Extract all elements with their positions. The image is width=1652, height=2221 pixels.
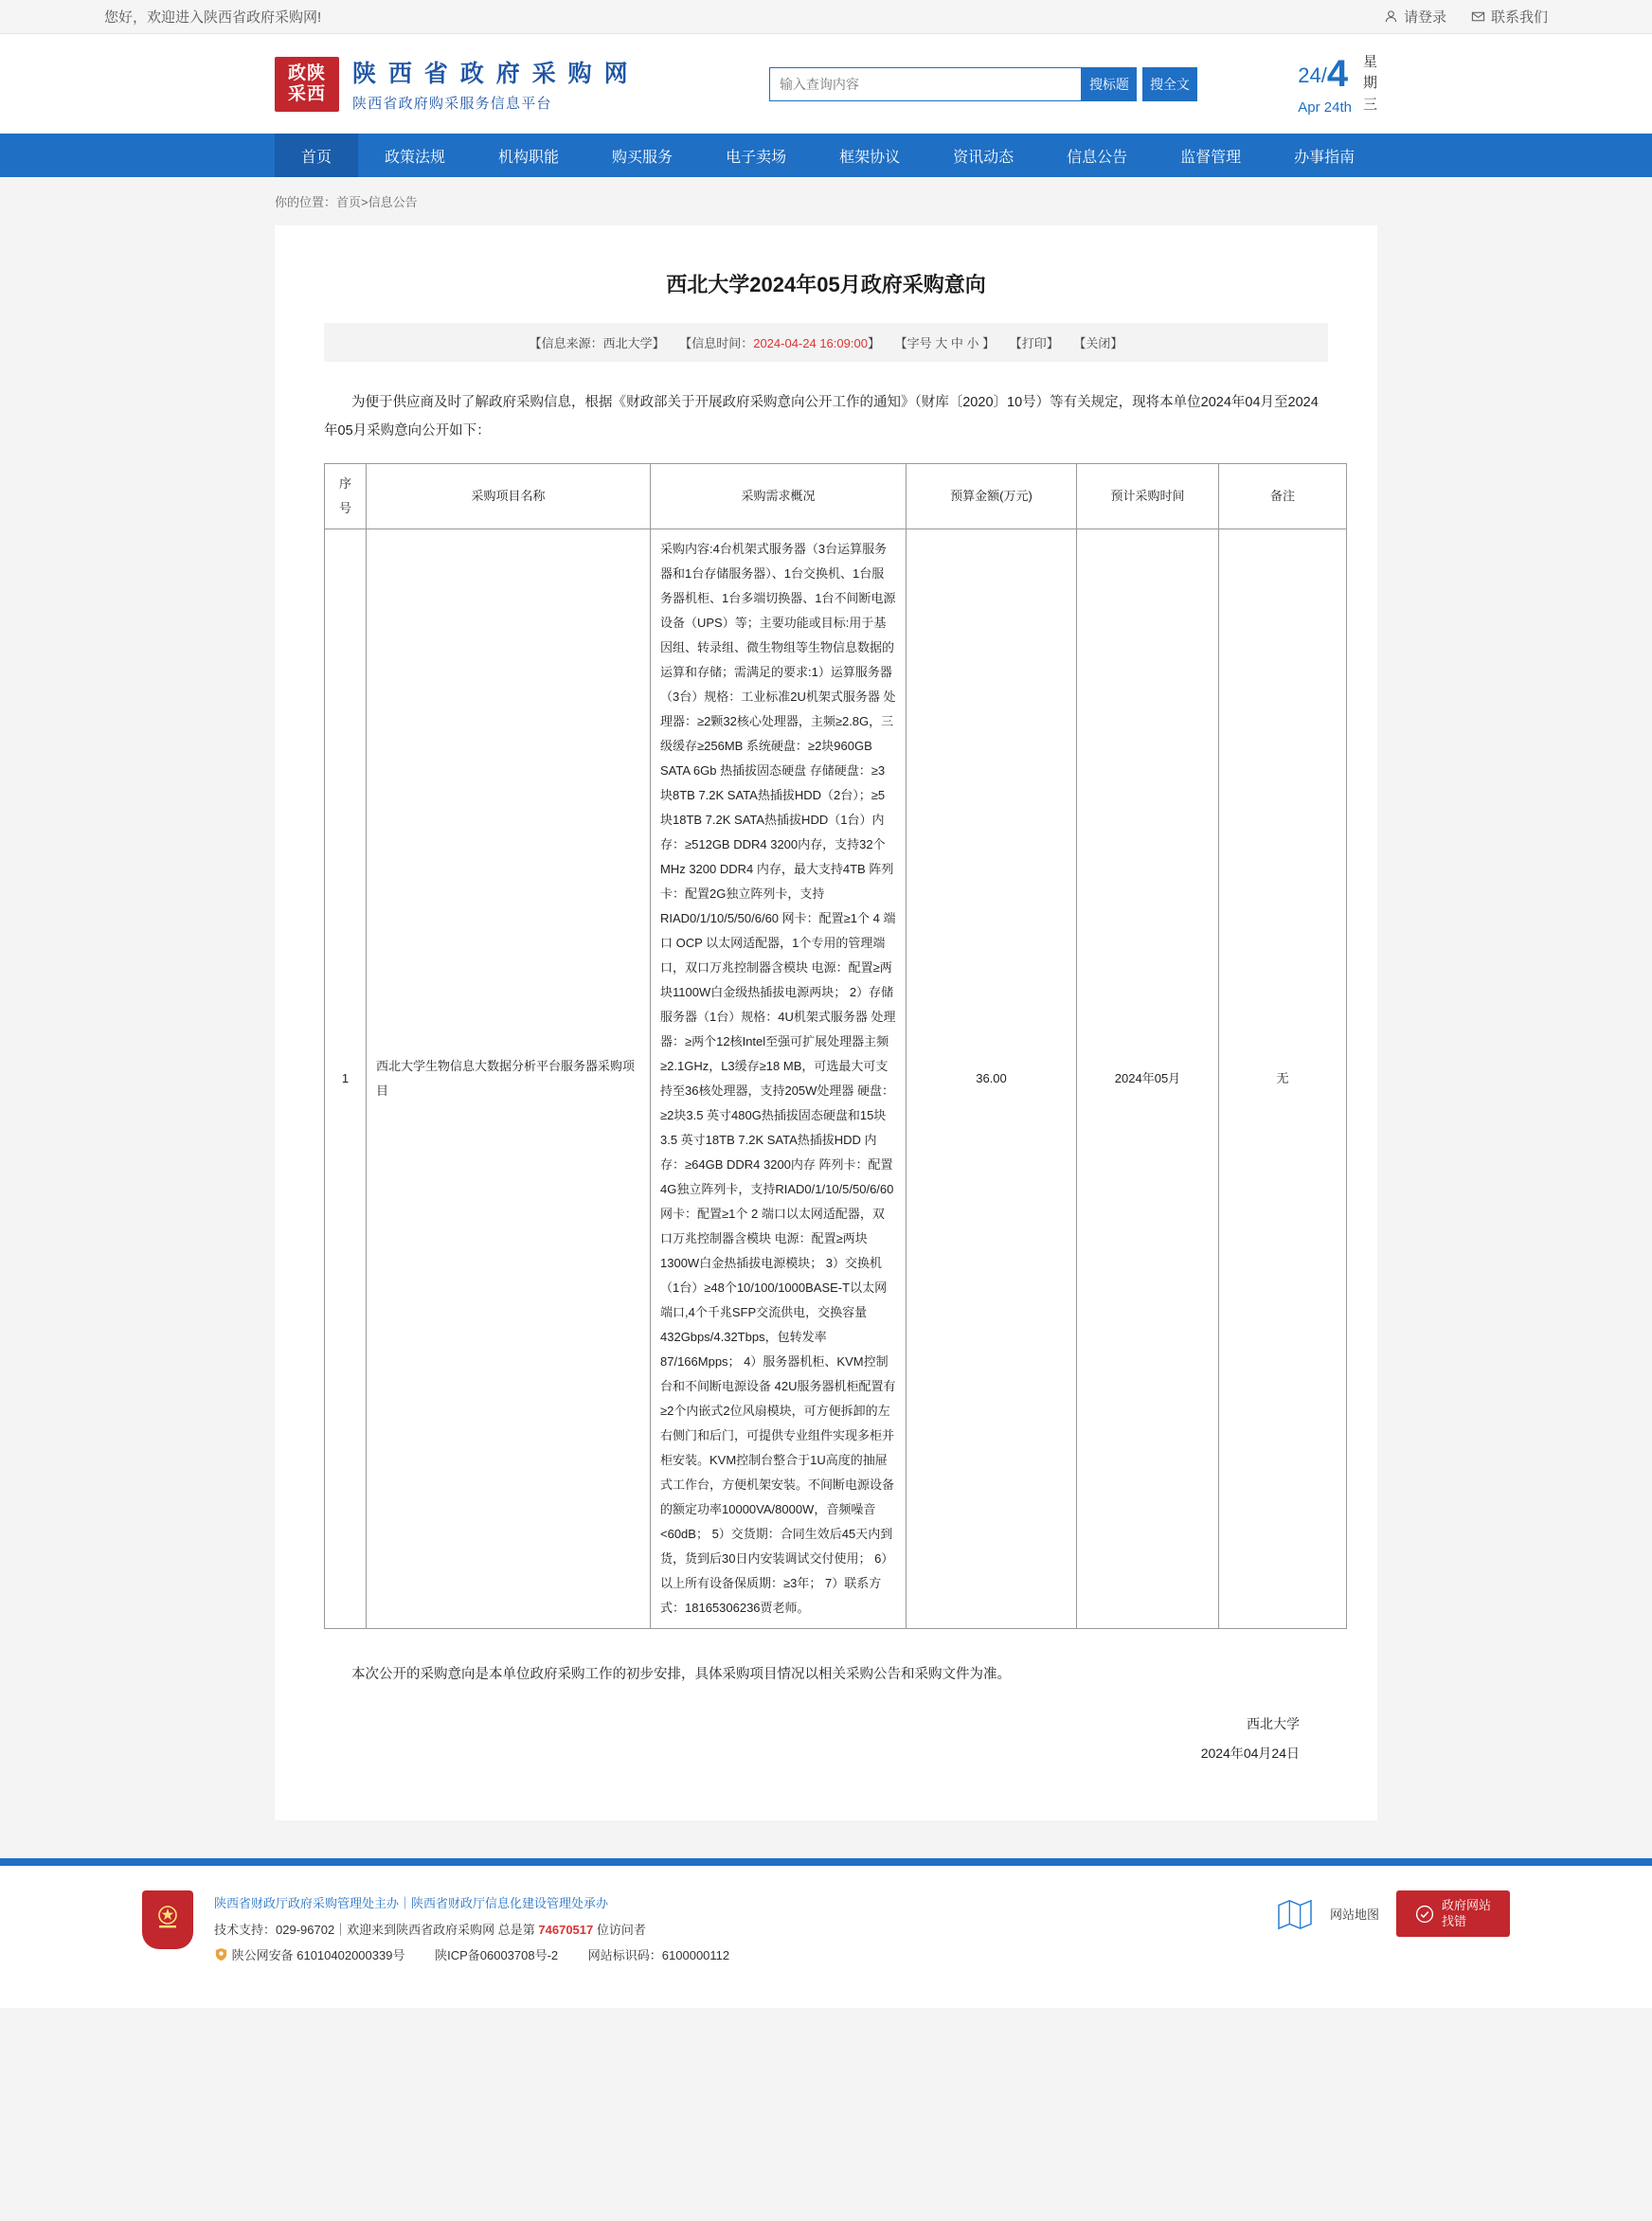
top-utility-bar — [0, 0, 1652, 34]
contact-link[interactable] — [1471, 7, 1548, 27]
meta-time-value: 2024-04-24 16:09:00 — [753, 336, 868, 350]
article-meta-bar — [324, 323, 1328, 362]
nav-item-purchase-service[interactable]: 购买服务 — [612, 149, 673, 166]
site-logo[interactable] — [275, 57, 339, 112]
logo-line-1: 政陕 — [287, 63, 326, 83]
article-intro: 为便于供应商及时了解政府采购信息，根据《财政部关于开展政府采购意向公开工作的通知》（财库〔2020〕10号）等有关规定，现将本单位2024年04月至2024年05月采购意向公开如下： — [324, 395, 1319, 439]
brand-text — [352, 55, 631, 113]
search-title-button[interactable]: 搜标题 — [1082, 67, 1137, 101]
nav-item-announcements[interactable]: 信息公告 — [1067, 149, 1128, 166]
date-day: 24 — [1298, 63, 1321, 87]
close-button[interactable]: 【关闭】 — [1073, 336, 1123, 350]
breadcrumb-home[interactable]: 首页 — [336, 195, 362, 209]
footer-icp[interactable]: 陕ICP备06003708号-2 — [435, 1948, 559, 1963]
footer-org-b: 陕西省财政厅信息化建设管理处承办 — [411, 1896, 609, 1911]
footer-line-2 — [214, 1917, 729, 1943]
meta-time-close: 】 — [867, 336, 880, 350]
page-title: 西北大学2024年05月政府采购意向 — [666, 273, 986, 296]
signature-org: 西北大学 — [1247, 1715, 1300, 1731]
user-icon — [1384, 9, 1398, 24]
nav-item-functions[interactable]: 机构职能 — [498, 149, 560, 166]
nav-item-framework[interactable]: 框架协议 — [839, 149, 901, 166]
date-month: 4 — [1326, 52, 1349, 95]
th-requirement: 采购需求概况 — [651, 463, 907, 528]
cell-budget: 36.00 — [907, 528, 1077, 1628]
breadcrumb-current[interactable]: 信息公告 — [368, 195, 418, 209]
contact-label: 联系我们 — [1490, 9, 1548, 26]
logo-line-2: 采西 — [287, 83, 326, 104]
cell-note: 无 — [1219, 528, 1347, 1628]
date-english: Apr 24th — [1298, 99, 1352, 116]
footer-sep: ｜ — [399, 1896, 412, 1911]
sitemap-label[interactable]: 网站地图 — [1329, 1908, 1379, 1923]
footer-line-1 — [214, 1890, 729, 1916]
signature-date: 2024年04月24日 — [1200, 1745, 1300, 1761]
meta-source: 【信息来源：西北大学】 — [529, 336, 665, 350]
mail-icon — [1471, 9, 1485, 24]
breadcrumb — [0, 177, 1652, 225]
th-budget: 预算金额(万元) — [907, 463, 1077, 528]
cell-seq: 1 — [325, 528, 367, 1628]
search-fulltext-button[interactable]: 搜全文 — [1142, 67, 1197, 101]
brand-block[interactable] — [275, 55, 631, 113]
nav-item-supervision[interactable]: 监督管理 — [1180, 149, 1242, 166]
site-footer — [0, 1866, 1652, 2008]
th-note: 备注 — [1219, 463, 1347, 528]
cell-requirement: 采购内容:4台机架式服务器（3台运算服务器和1台存储服务器）、1台交换机、1台服务器机柜、1台多端切换器、1台不间断电源设备（UPS）等；主要功能或目标:用于基因组、转录组、微生物组等生物信息数据的运算和存储；需满足的要求:1）运算服务器（3台）规格：工业标准2U机架式服务器 处理器：≥2颗32核心处理器，主频≥2.8G，三级缓存≥256MB 系统硬盘：≥2块960GB SATA 6Gb 热插拔固态硬盘 存储硬盘：≥3块8TB 7.2K SATA热插拔HDD（2台）；≥5块18TB 7.2K SATA热插拔HDD（1台）内存：≥512GB DDR4 3200内存，支持32个MHz 3200 DDR4 内存，最大支持4TB 阵列卡：配置2G独立阵列卡，支持RIAD0/1/10/5/50/6/60 网卡：配置≥1个 4 端口 OCP 以太网适配器，1个专用的管理端口，双口万兆控制器含模块 电源：配置≥两块1100W白金级热插拔电源两块； 2）存储服务器（1台）规格：4U机架式服务器 处理器：≥两个12核Intel至强可扩展处理器主频≥2.1GHz，L3缓存≥18 MB，可选最大可支持至36核处理器，支持205W处理器 硬盘：≥2块3.5 英寸480G热插拔固态硬盘和15块3.5 英寸18TB 7.2K SATA热插拔HDD 内存：≥64GB DDR4 3200内存 阵列卡：配置4G独立阵列卡，支持RIAD0/1/10/5/50/6/60 网卡：配置≥1个 2 端口以太网适配器，双口万兆控制器含模块 电源：配置≥两块1300W白金热插拔电源模块； 3）交换机（1台）≥48个10/100/1000BASE-T以太网端口,4个千兆SFP交流供电，交换容量432Gbps/4.32Tbps，包转发率87/166Mpps； 4）服务器机柜、KVM控制台和不间断电源设备 42U服务器机柜配置有≥2个内嵌式2位风扇模块，可方便拆卸的左右侧门和后门，可提供专业组件实现多柜并柜安装。KVM控制台整合于1U高度的抽屉式工作台，方便机架安装。不间断电源设备的额定功率10000VA/8000W，音频噪音<60dB； 5）交货期：合同生效后45天内到货，货到后30日内安装调试交付使用； 6）以上所有设备保质期：≥3年； 7）联系方式：18165306236贾老师。 — [651, 528, 907, 1628]
nav-item-news[interactable]: 资讯动态 — [953, 149, 1015, 166]
map-icon — [1277, 1898, 1313, 1930]
table-row — [325, 528, 1347, 1628]
date-numbers — [1298, 53, 1352, 96]
signature-block — [324, 1710, 1328, 1768]
article-container — [275, 225, 1377, 1820]
footer-accent-bar — [0, 1858, 1652, 1866]
nav-item-guide[interactable]: 办事指南 — [1294, 149, 1356, 166]
national-emblem-icon — [142, 1890, 193, 1949]
welcome-text: 您好，欢迎进入陕西省政府采购网! — [104, 9, 322, 26]
footer-site-code: 网站标识码：6100000112 — [587, 1948, 730, 1963]
gov-website-report-badge[interactable] — [1396, 1890, 1510, 1937]
brand-subtitle: 陕西省政府购采服务信息平台 — [352, 96, 552, 112]
procurement-table — [324, 463, 1347, 1629]
footer-org-a: 陕西省财政厅政府采购管理处主办 — [214, 1896, 400, 1911]
breadcrumb-separator: > — [361, 195, 368, 209]
fontsize-large-button[interactable]: 大 — [935, 336, 948, 350]
site-header — [0, 34, 1652, 134]
th-project-name: 采购项目名称 — [367, 463, 651, 528]
meta-fontsize-close: 】 — [982, 336, 996, 350]
weekday-block — [1363, 52, 1377, 116]
cell-project-name: 西北大学生物信息大数据分析平台服务器采购项目 — [367, 528, 651, 1628]
table-header-row — [325, 463, 1347, 528]
footer-visitor-suffix: 位访问者 — [596, 1922, 646, 1937]
meta-fontsize-label: 【字号 — [894, 336, 932, 350]
gov-badge-line-2: 找错 — [1441, 1913, 1466, 1928]
weekday-char-2: 期 — [1362, 75, 1377, 92]
weekday-char-3: 三 — [1362, 96, 1377, 113]
article-closing: 本次公开的采购意向是本单位政府采购工作的初步安排，具体采购项目情况以相关采购公告和采购文件为准。 — [351, 1666, 1011, 1682]
footer-line-3 — [214, 1943, 729, 1970]
weekday-char-1: 星 — [1362, 53, 1377, 70]
print-button[interactable]: 【打印】 — [1009, 336, 1059, 350]
login-link[interactable] — [1384, 7, 1446, 27]
breadcrumb-prefix: 你的位置： — [275, 195, 337, 209]
fontsize-medium-button[interactable]: 中 — [950, 336, 963, 350]
police-badge-icon — [214, 1944, 228, 1970]
date-widget — [1298, 52, 1377, 116]
footer-police-record[interactable]: 陕公网安备 61010402000339号 — [231, 1948, 405, 1963]
footer-visitor-count: 74670517 — [538, 1922, 594, 1937]
footer-text-block — [214, 1890, 729, 1970]
cell-expected-time: 2024年05月 — [1077, 528, 1219, 1628]
search-input[interactable] — [769, 67, 1082, 101]
th-seq: 序号 — [325, 463, 367, 528]
nav-item-emarket[interactable]: 电子卖场 — [726, 149, 787, 166]
fontsize-small-button[interactable]: 小 — [966, 336, 979, 350]
nav-item-home[interactable]: 首页 — [275, 134, 358, 177]
search-area — [769, 67, 1197, 101]
login-label: 请登录 — [1403, 9, 1446, 26]
date-separator: / — [1320, 63, 1327, 87]
th-expected-time: 预计采购时间 — [1077, 463, 1219, 528]
gov-badge-line-1: 政府网站 — [1441, 1898, 1491, 1913]
brand-title: 陕 西 省 政 府 采 购 网 — [352, 61, 631, 87]
nav-item-policy[interactable]: 政策法规 — [385, 149, 446, 166]
meta-time-label: 【信息时间： — [679, 336, 754, 350]
footer-support: 技术支持：029-96702｜欢迎来到陕西省政府采购网 总是第 — [214, 1922, 535, 1937]
main-navigation — [0, 134, 1652, 177]
